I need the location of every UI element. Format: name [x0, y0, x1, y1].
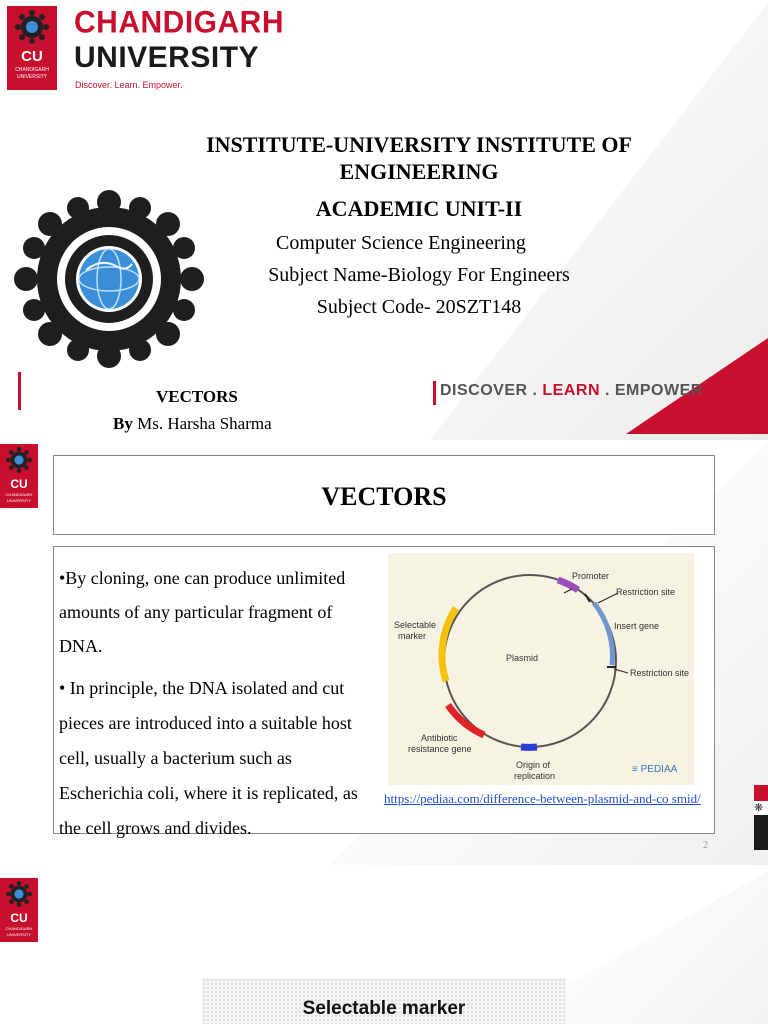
label-restriction-site-2: Restriction site [630, 668, 690, 678]
brand-name-1: CHANDIGARH [74, 5, 284, 40]
pediaa-mark-icon: ≡ [632, 764, 638, 775]
logo-letters: CU [10, 477, 28, 491]
heading-box [202, 978, 566, 1024]
logo-letters: CU [10, 911, 28, 925]
motto-discover: DISCOVER . [440, 382, 543, 399]
author-line [113, 414, 272, 434]
right-edge-logo: ❋ [754, 785, 768, 850]
source-link[interactable]: https://pediaa.com/difference-between-plasmid-and-co smid/ [384, 791, 701, 806]
logo-caption-1: CHANDIGARH [15, 67, 49, 73]
subject-name: Subject Name-Biology For Engineers [268, 264, 570, 286]
institute-title-1: INSTITUTE-UNIVERSITY INSTITUTE OF [206, 132, 632, 157]
logo-caption-1: CHANDIGARH [5, 926, 33, 931]
paragraph-2: • In principle, the DNA isolated and cut pieces are introduced into a suitable host cell, usually a bacterium such as Escherichia coli, where it is replicated, as the cell grows and divides. [59, 678, 358, 838]
paragraph-1: •By cloning, one can produce unlimited amounts of any particular fragment of DNA. [59, 568, 346, 656]
title-box [53, 455, 715, 535]
department: Computer Science Engineering [276, 232, 526, 254]
label-restriction-site-1: Restriction site [616, 587, 676, 597]
slide2-title: VECTORS [321, 482, 447, 511]
cu-emblem-icon [15, 10, 49, 44]
by-label: By [113, 414, 133, 433]
pediaa-text: PEDIAA [640, 764, 678, 775]
motto-empower: . EMPOWER [600, 382, 703, 399]
motto-red-bar [433, 381, 436, 405]
cu-emblem-icon [6, 447, 32, 473]
logo-caption-2: UNIVERSITY [6, 498, 31, 503]
author-name: Ms. Harsha Sharma [137, 414, 272, 433]
cu-emblem-icon [6, 881, 32, 907]
institute-title-2: ENGINEERING [339, 159, 499, 184]
slide3-heading: Selectable marker [302, 998, 466, 1019]
content-box [53, 546, 715, 838]
label-plasmid: Plasmid [506, 653, 539, 663]
page-number: 2 [703, 840, 708, 851]
motto-learn: LEARN [542, 382, 601, 399]
slide-1 [0, 0, 768, 440]
brand-tagline: Discover. Learn. Empower. [75, 80, 183, 90]
subject-code: Subject Code- 20SZT148 [316, 296, 522, 318]
slide-3 [0, 870, 768, 1024]
header-logo [7, 6, 57, 90]
label-antibiotic-2: resistance gene [408, 744, 472, 754]
label-selectable-2: marker [398, 631, 427, 641]
label-antibiotic-1: Antibiotic [421, 733, 458, 743]
motto [440, 382, 703, 400]
label-selectable-1: Selectable [394, 620, 437, 630]
slide-2 [0, 440, 768, 865]
slide2-logo [0, 444, 38, 508]
label-origin-2: replication [514, 771, 556, 781]
label-insert-gene: Insert gene [614, 621, 660, 631]
logo-caption-2: UNIVERSITY [16, 74, 47, 80]
label-origin-1: Origin of [516, 760, 551, 770]
left-red-bar [18, 372, 21, 410]
academic-unit: ACADEMIC UNIT-II [315, 196, 523, 221]
plasmid-diagram [388, 553, 694, 785]
topic-title: VECTORS [156, 387, 238, 406]
pediaa-watermark [632, 764, 677, 775]
brand-name-2: UNIVERSITY [74, 41, 260, 74]
slide3-logo [0, 878, 38, 942]
logo-caption-2: UNIVERSITY [6, 932, 31, 937]
logo-letters: CU [21, 48, 43, 65]
label-promoter: Promoter [572, 571, 610, 581]
logo-caption-1: CHANDIGARH [5, 492, 33, 497]
